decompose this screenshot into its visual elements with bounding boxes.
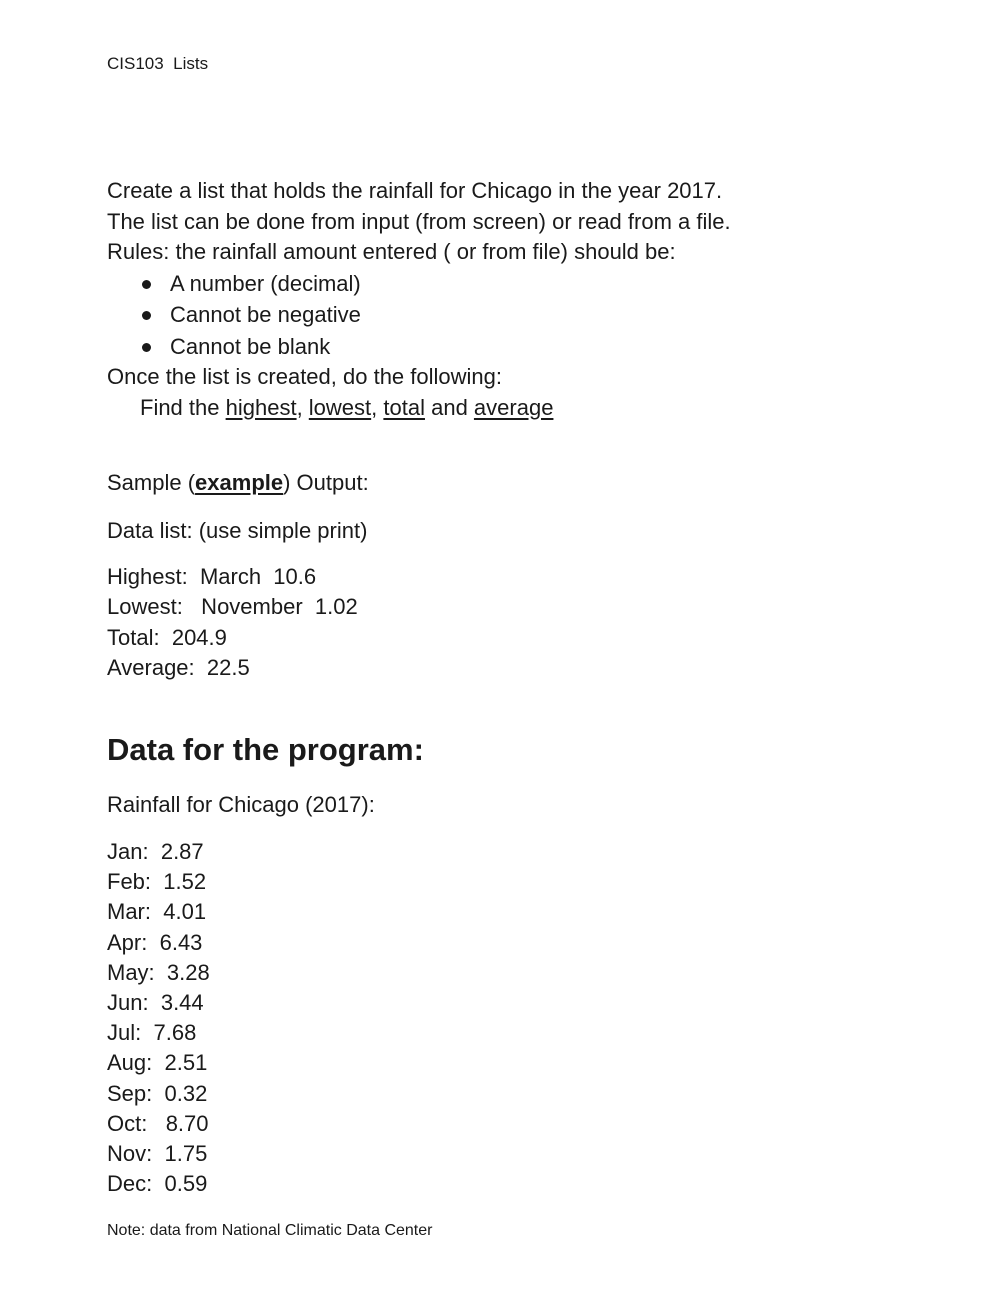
- month-label: Jan:: [107, 839, 149, 864]
- bullet-icon: [142, 280, 151, 289]
- bullet-icon: [142, 343, 151, 352]
- month-value: 3.44: [160, 990, 204, 1016]
- result-value: 204.9: [171, 624, 227, 650]
- rule-text: Cannot be blank: [170, 333, 331, 359]
- month-label: May:: [107, 959, 155, 985]
- section-heading: Data for the program:: [107, 732, 424, 767]
- month-row: [107, 988, 210, 1018]
- month-label: Sep:: [107, 1080, 153, 1106]
- month-row: [107, 1079, 210, 1109]
- result-line: [107, 653, 358, 683]
- result-line: [107, 623, 358, 653]
- month-value: 8.70: [159, 1110, 209, 1136]
- section-subheading: Rainfall for Chicago (2017):: [107, 792, 375, 817]
- month-value: 7.68: [153, 1020, 197, 1046]
- month-label: Oct:: [107, 1110, 148, 1136]
- month-row: [107, 928, 210, 958]
- sample-results: [107, 562, 358, 683]
- month-row: [107, 1169, 210, 1199]
- month-value: 1.52: [163, 869, 207, 895]
- task-sep: ,: [296, 394, 309, 420]
- month-label: Nov:: [107, 1141, 153, 1167]
- rule-item: [142, 268, 731, 300]
- page-header: CIS103 Lists: [107, 54, 209, 73]
- month-value: 2.51: [164, 1050, 208, 1076]
- result-line: [107, 562, 358, 592]
- month-label: Jul:: [107, 1020, 142, 1046]
- month-row: [107, 1018, 210, 1048]
- month-row: [107, 1139, 210, 1169]
- bullet-icon: [142, 311, 151, 320]
- result-line: [107, 592, 358, 622]
- sample-suffix: ) Output:: [283, 470, 369, 495]
- month-label: Aug:: [107, 1050, 153, 1076]
- rule-item: [142, 299, 731, 331]
- sample-prefix: Sample (: [107, 470, 196, 495]
- month-row: [107, 837, 210, 867]
- result-value: November 1.02: [195, 594, 358, 620]
- instruction-line: Once the list is created, do the following:: [107, 364, 502, 389]
- result-value: 22.5: [206, 654, 250, 680]
- task-highest: highest: [225, 394, 297, 420]
- month-value: 0.59: [164, 1171, 208, 1197]
- task-total: total: [383, 394, 425, 420]
- source-note: Note: data from National Climatic Data Center: [107, 1222, 433, 1239]
- month-row: [107, 867, 210, 897]
- task-line: [107, 393, 731, 424]
- instruction-line: The list can be done from input (from screen) or read from a file.: [107, 208, 731, 234]
- month-value: 0.32: [164, 1080, 208, 1106]
- month-label: Mar:: [107, 899, 151, 925]
- result-label: Highest:: [107, 564, 188, 589]
- result-label: Average:: [107, 654, 195, 680]
- month-value: 1.75: [164, 1141, 208, 1167]
- instruction-line: Create a list that holds the rainfall for Chicago in the year 2017.: [107, 178, 723, 203]
- month-row: [107, 1048, 210, 1078]
- month-label: Feb:: [107, 869, 152, 895]
- month-value: 2.87: [160, 839, 204, 864]
- data-list-line: Data list: (use simple print): [107, 518, 368, 543]
- task-lowest: lowest: [308, 394, 372, 420]
- rule-text: A number (decimal): [170, 270, 361, 296]
- monthly-rainfall-list: [107, 837, 210, 1199]
- month-label: Jun:: [107, 990, 149, 1016]
- sample-output-title: [107, 468, 369, 498]
- rules-list: [107, 268, 731, 363]
- month-value: 6.43: [159, 929, 203, 955]
- task-prefix: Find the: [140, 394, 226, 420]
- result-label: Lowest:: [107, 594, 183, 620]
- assignment-instructions: [107, 176, 731, 423]
- month-value: 4.01: [163, 899, 207, 925]
- month-row: [107, 958, 210, 988]
- month-label: Dec:: [107, 1171, 153, 1197]
- sample-example-word: example: [195, 470, 284, 495]
- task-average: average: [473, 394, 554, 420]
- month-value: 3.28: [166, 959, 210, 985]
- instruction-line: Rules: the rainfall amount entered ( or from file) should be:: [107, 239, 676, 264]
- rule-text: Cannot be negative: [170, 302, 361, 327]
- task-sep: ,: [371, 394, 384, 420]
- month-label: Apr:: [107, 929, 148, 955]
- result-label: Total:: [107, 624, 160, 650]
- task-sep: and: [424, 394, 474, 420]
- rule-item: [142, 331, 731, 363]
- month-row: [107, 897, 210, 927]
- month-row: [107, 1109, 210, 1139]
- result-value: March 10.6: [199, 564, 317, 589]
